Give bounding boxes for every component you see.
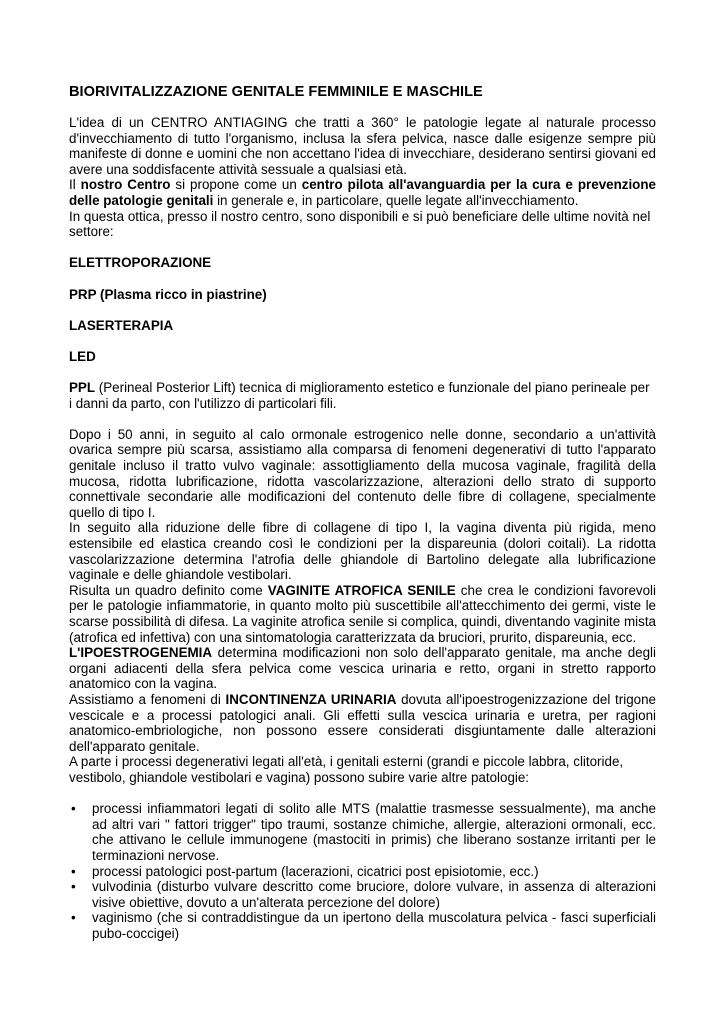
term-ipoestrogenemia: L'IPOESTROGENEMIA	[69, 645, 213, 661]
section-heading-elettroporazione: ELETTROPORAZIONE	[69, 255, 212, 271]
list-item: • processi infiammatori legati di solito alle MTS (malattie trasmesse sessualmente), ma anche ad altri vari " fattori trigger" tipo traumi, sostanze chimiche, allergie, alterazioni ormonali, ecc. che attivano le cellule immunogene (mastociti in primis) che liberano sostanze irritanti per le terminazioni nervose.	[71, 801, 656, 863]
section-heading-laserterapia: LASERTERAPIA	[69, 317, 174, 333]
bullet-icon: •	[71, 863, 76, 879]
body-paragraph-pathologies: A parte i processi degenerativi legati all'età, i genitali esterni (grandi e piccole labbra, clitoride, vestibolo, ghiandole vestibolari e vagina) possono subire varie altre patologie:	[69, 754, 624, 785]
term-vaginite-atrofica: VAGINITE ATROFICA SENILE	[267, 582, 456, 598]
list-item: • vaginismo (che si contraddistingue da un ipertono della muscolatura pelvica - fasci superficiali pubo-coccigei)	[71, 910, 656, 941]
section-heading-prp: PRP (Plasma ricco in piastrine)	[69, 286, 267, 302]
list-item: • vulvodinia (disturbo vulvare descritto come bruciore, dolore vulvare, in assenza di alterazioni visive obiettive, dovuto a un'alterata percezione del dolore)	[71, 879, 656, 910]
ppl-label: PPL	[69, 380, 96, 396]
centre-mission: centro pilota all'avanguardia per la cura e prevenzione delle patologie genitali	[69, 177, 656, 208]
intro-paragraph: L'idea di un CENTRO ANTIAGING che tratti a 360° le patologie legate al naturale processo d'invecchiamento di tutto l'organismo, inclusa la sfera pelvica, nasce dalle esigenze sempre più manifeste di donne e uomini che non accettano l'idea di invecchiare, desiderano sentirsi giovani ed avere una soddisfacente attività sessuale a qualsiasi età.	[69, 115, 656, 177]
term-incontinenza: INCONTINENZA URINARIA	[225, 691, 397, 707]
bullet-icon: •	[71, 910, 76, 926]
intro-centre-paragraph: Il nostro Centro si propone come un centro pilota all'avanguardia per la cura e prevenzione delle patologie genitali in generale e, in particolare, quelle legate all'invecchiamento.	[69, 177, 656, 208]
ppl-paragraph: PPL (Perineal Posterior Lift) tecnica di miglioramento estetico e funzionale del piano perineale per i danni da parto, con l'utilizzo di particolari fili.	[69, 380, 650, 411]
document-title: BIORIVITALIZZAZIONE GENITALE FEMMINILE E MASCHILE	[69, 84, 483, 100]
document-page	[69, 84, 656, 941]
section-heading-led: LED	[69, 348, 96, 364]
body-paragraph-collagen: In seguito alla riduzione delle fibre di collagene di tipo I, la vagina diventa più rigida, meno estensibile ed elastica creando così le condizioni per la dispareunia (dolori coitali). La ridotta vascolarizzazione determina l'atrofia delle ghiandole di Bartolino delegate alla lubrificazione vaginale e delle ghiandole vestibolari.	[69, 520, 656, 583]
body-paragraph-ipoestrogenemia: L'IPOESTROGENEMIA determina modificazioni non solo dell'apparato genitale, ma anche degli organi adiacenti della sfera pelvica come vescica urinaria e retto, organi in stretto rapporto anatomico con la vagina.	[69, 645, 656, 692]
pathology-list	[69, 801, 656, 941]
bullet-icon: •	[71, 879, 76, 895]
body-paragraph-menopause: Dopo i 50 anni, in seguito al calo ormonale estrogenico nelle donne, secondario a un'attività ovarica sempre più scarsa, assistiamo alla comparsa di fenomeni degenerativi di tutto l'apparato genitale incluso il tratto vulvo vaginale: assottigliamento della mucosa vaginale, fragilità della mucosa, ridotta lubrificazione, ridotta vascolarizzazione, alterazioni dello strato di supporto connettivale secondarie alle modificazioni del contenuto delle fibre di collagene, specialmente quello di tipo I.	[69, 426, 656, 520]
list-item: • processi patologici post-partum (lacerazioni, cicatrici post episiotomie, ecc.)	[71, 863, 539, 879]
body-paragraph-vaginite: Risulta un quadro definito come VAGINITE ATROFICA SENILE che crea le condizioni favorevoli per le patologie infiammatorie, in quanto molto più suscettibile all'attecchimento dei germi, viste le scarse possibilità di difesa. La vaginite atrofica senile si complica, quindi, diventando vaginite mista (atrofica ed infettiva) con una sintomatologia caratterizzata da bruciori, prurito, dispareunia, ecc.	[69, 582, 656, 645]
body-paragraph-incontinenza: Assistiamo a fenomeni di INCONTINENZA URINARIA dovuta all'ipoestrogenizzazione del trigone vescicale e a processi patologici anali. Gli effetti sulla vescica urinaria e uretra, per ragioni anatomico-embriologiche, non possono essere considerati disgiuntamente dalle alterazioni dell'apparato genitale.	[69, 691, 656, 754]
bullet-icon: •	[71, 801, 76, 817]
centre-name: nostro Centro	[80, 177, 171, 193]
intro-novelties-paragraph: In questa ottica, presso il nostro centro, sono disponibili e si può beneficiare delle ultime novità nel settore:	[69, 208, 651, 240]
